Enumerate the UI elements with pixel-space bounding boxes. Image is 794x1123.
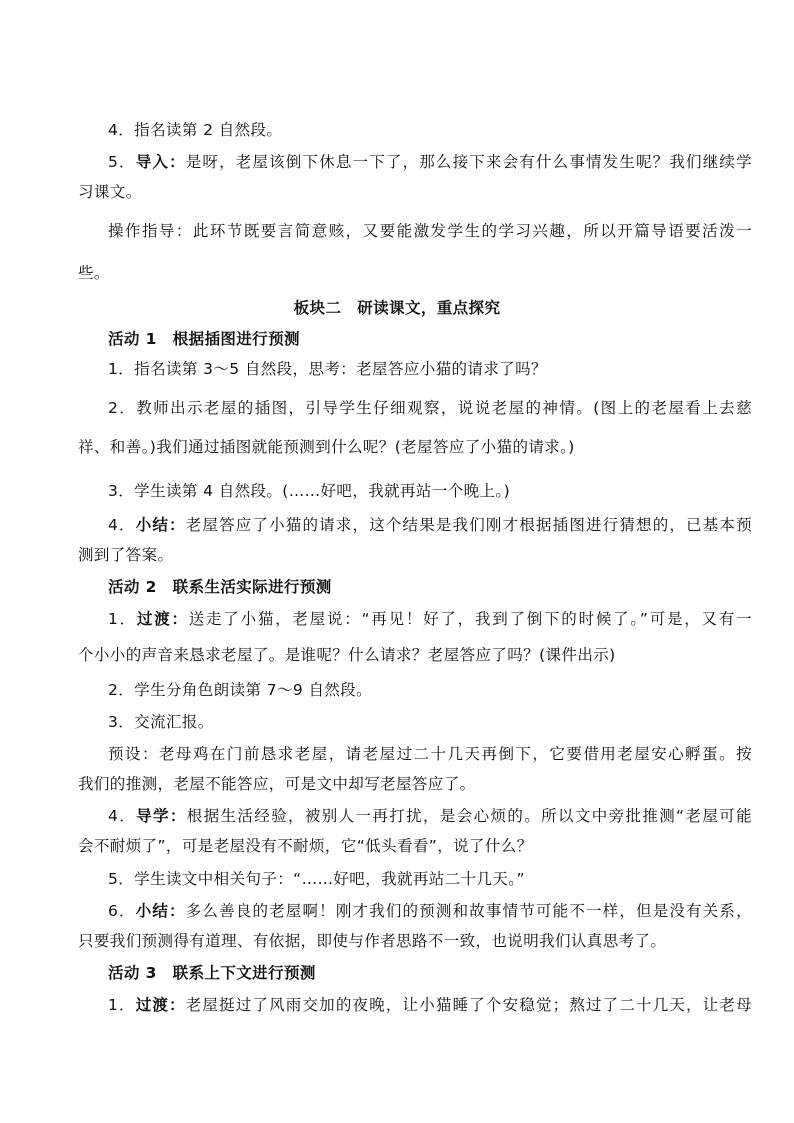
activity-2-step-1-line-2: 个小小的声音来恳求老屋了。是谁呢？什么请求？老屋答应了吗？(课件出示)	[78, 646, 616, 664]
activity-2-step-3: 3．交流汇报。	[108, 713, 214, 731]
activity-2-step-2: 2．学生分角色朗读第 7～9 自然段。	[108, 681, 373, 699]
activity-2-step-4-line-1: 4．导学：根据生活经验，被别人一再打扰，是会心烦的。所以文中旁批推测“老屋可能	[108, 807, 752, 825]
activity-1-summary-line-2: 测到了答案。	[78, 546, 174, 564]
activity-1-title: 活动 1 根据插图进行预测	[108, 330, 300, 348]
activity-3-title: 活动 3 联系上下文进行预测	[108, 964, 316, 982]
activity-2-summary-line-1: 6．小结：多么善良的老屋啊！刚才我们的预测和故事情节可能不一样，但是没有关系，	[108, 902, 752, 920]
activity-2-preset-line-1: 预设：老母鸡在门前恳求老屋，请老屋过二十几天再倒下，它要借用老屋安心孵蛋。按	[108, 745, 752, 763]
activity-1-step-1: 1．指名读第 3～5 自然段，思考：老屋答应小猫的请求了吗？	[108, 360, 547, 378]
activity-2-step-4-line-2: 会不耐烦了”，可是老屋没有不耐烦，它“低头看看”，说了什么？	[78, 837, 533, 855]
guidance-line-1: 操作指导：此环节既要言简意赅，又要能激发学生的学习兴趣，所以开篇导语要活泼一	[108, 222, 752, 240]
paragraph-step-5-line-2: 习课文。	[78, 183, 142, 201]
section-title: 板块二 研读课文，重点探究	[293, 299, 501, 317]
activity-1-step-2-line-1: 2．教师出示老屋的插图，引导学生仔细观察，说说老屋的神情。(图上的老屋看上去慈	[108, 399, 752, 417]
paragraph-step-4: 4．指名读第 2 自然段。	[108, 121, 283, 139]
activity-1-summary-line-1: 4．小结：老屋答应了小猫的请求，这个结果是我们刚才根据插图进行猜想的，已基本预	[108, 516, 752, 534]
activity-2-preset-line-2: 我们的推测，老屋不能答应，可是文中却写老屋答应了。	[78, 775, 476, 793]
activity-2-step-5: 5．学生读文中相关句子：“……好吧，我就再站二十几天。”	[108, 870, 525, 888]
activity-3-step-1-line-1: 1．过渡：老屋挺过了风雨交加的夜晚，让小猫睡了个安稳觉；熬过了二十几天，让老母	[108, 996, 752, 1014]
activity-2-summary-line-2: 只要我们预测得有道理、有依据，即使与作者思路不一致，也说明我们认真思考了。	[78, 932, 667, 950]
activity-1-step-2-line-2: 祥、和善。)我们通过插图就能预测到什么呢？(老屋答应了小猫的请求。)	[78, 438, 575, 456]
paragraph-step-5-line-1: 5．导入：是呀，老屋该倒下休息一下了，那么接下来会有什么事情发生呢？我们继续学	[108, 153, 752, 171]
activity-2-step-1-line-1: 1．过渡：送走了小猫，老屋说：“再见！好了，我到了倒下的时候了。”可是，又有一	[108, 610, 752, 628]
guidance-line-2: 些。	[78, 264, 110, 282]
activity-2-title: 活动 2 联系生活实际进行预测	[108, 578, 332, 596]
activity-1-step-3: 3．学生读第 4 自然段。(……好吧，我就再站一个晚上。)	[108, 482, 511, 500]
